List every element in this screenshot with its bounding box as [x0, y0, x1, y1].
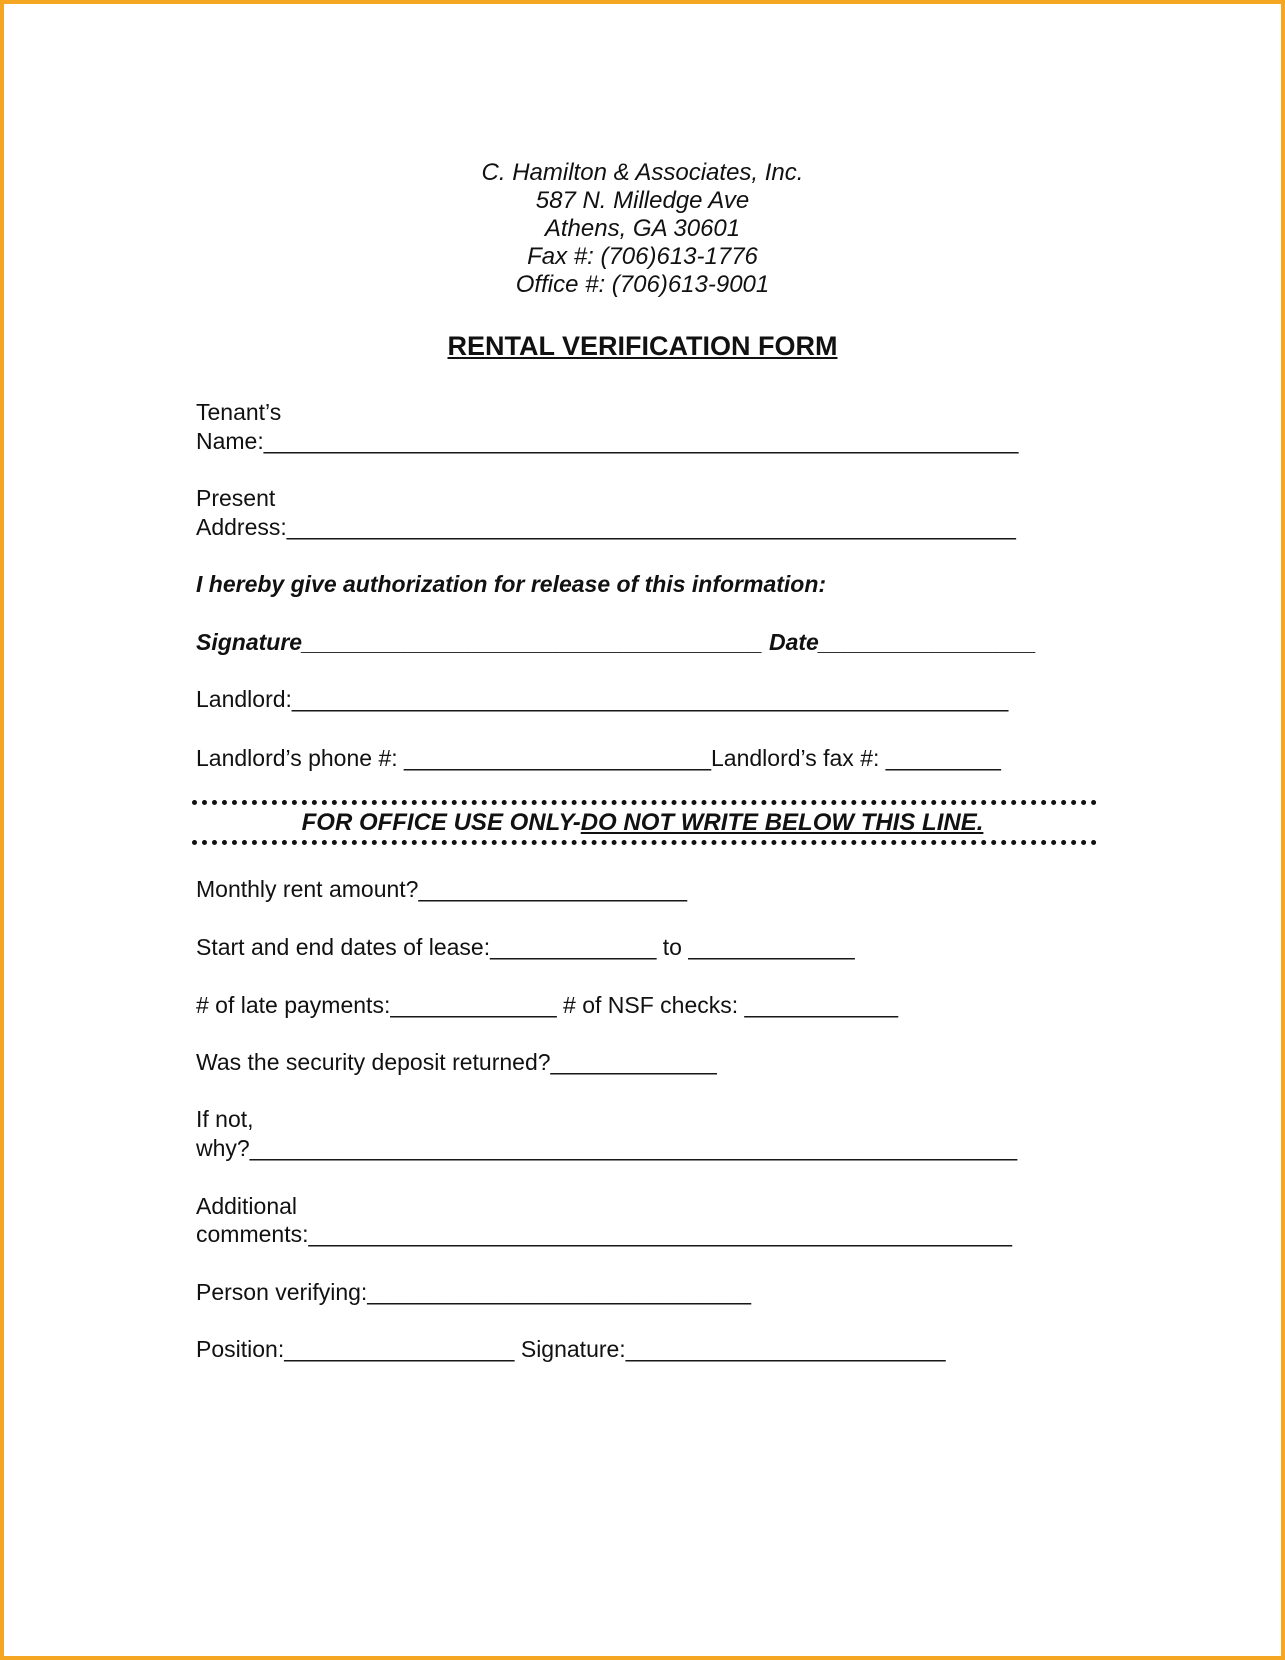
late-payments-field[interactable]: # of late payments:_____________ # of NSF checks: ____________ — [196, 992, 899, 1018]
present-address-label: Present — [196, 485, 276, 511]
person-verifying-field[interactable]: Person verifying:______________________________ — [196, 1279, 752, 1305]
position-signature-field[interactable]: Position:__________________ Signature:_________________________ — [196, 1336, 946, 1362]
if-not-why-field[interactable]: why?____________________________________________________________ — [196, 1135, 1018, 1161]
tenant-name-field[interactable]: Name:___________________________________________________________ — [196, 428, 1019, 454]
dotted-divider-top — [192, 800, 1097, 805]
office-use-banner — [4, 809, 1281, 837]
security-deposit-field[interactable]: Was the security deposit returned?_____________ — [196, 1049, 717, 1075]
additional-comments-field[interactable]: comments:_______________________________________________________ — [196, 1221, 1013, 1247]
if-not-label: If not, — [196, 1106, 254, 1132]
present-address-field[interactable]: Address:_________________________________________________________ — [196, 514, 1016, 540]
tenant-name-label: Tenant’s — [196, 399, 282, 425]
landlord-contact-fields[interactable]: Landlord’s phone #: ________________________Landlord’s fax #: _________ — [196, 745, 1001, 771]
company-street: 587 N. Milledge Ave — [535, 187, 750, 214]
company-city: Athens, GA 30601 — [544, 215, 741, 242]
form-title: RENTAL VERIFICATION FORM — [447, 331, 838, 361]
lease-dates-field[interactable]: Start and end dates of lease:_____________ to _____________ — [196, 934, 855, 960]
office-use-label: FOR OFFICE USE ONLY- — [301, 809, 581, 836]
company-fax: Fax #: (706)613-1776 — [527, 243, 758, 270]
company-office-phone: Office #: (706)613-9001 — [515, 271, 770, 298]
do-not-write-label: DO NOT WRITE BELOW THIS LINE. — [580, 809, 984, 836]
signature-date-field[interactable]: Signature____________________________________ Date_________________ — [196, 629, 1037, 655]
company-name: C. Hamilton & Associates, Inc. — [481, 159, 804, 186]
monthly-rent-field[interactable]: Monthly rent amount?_____________________ — [196, 876, 688, 902]
dotted-divider-bottom — [192, 840, 1097, 845]
authorization-statement: I hereby give authorization for release of this information: — [196, 571, 827, 597]
additional-comments-label: Additional — [196, 1193, 298, 1219]
landlord-field[interactable]: Landlord:________________________________________________________ — [196, 686, 1009, 712]
